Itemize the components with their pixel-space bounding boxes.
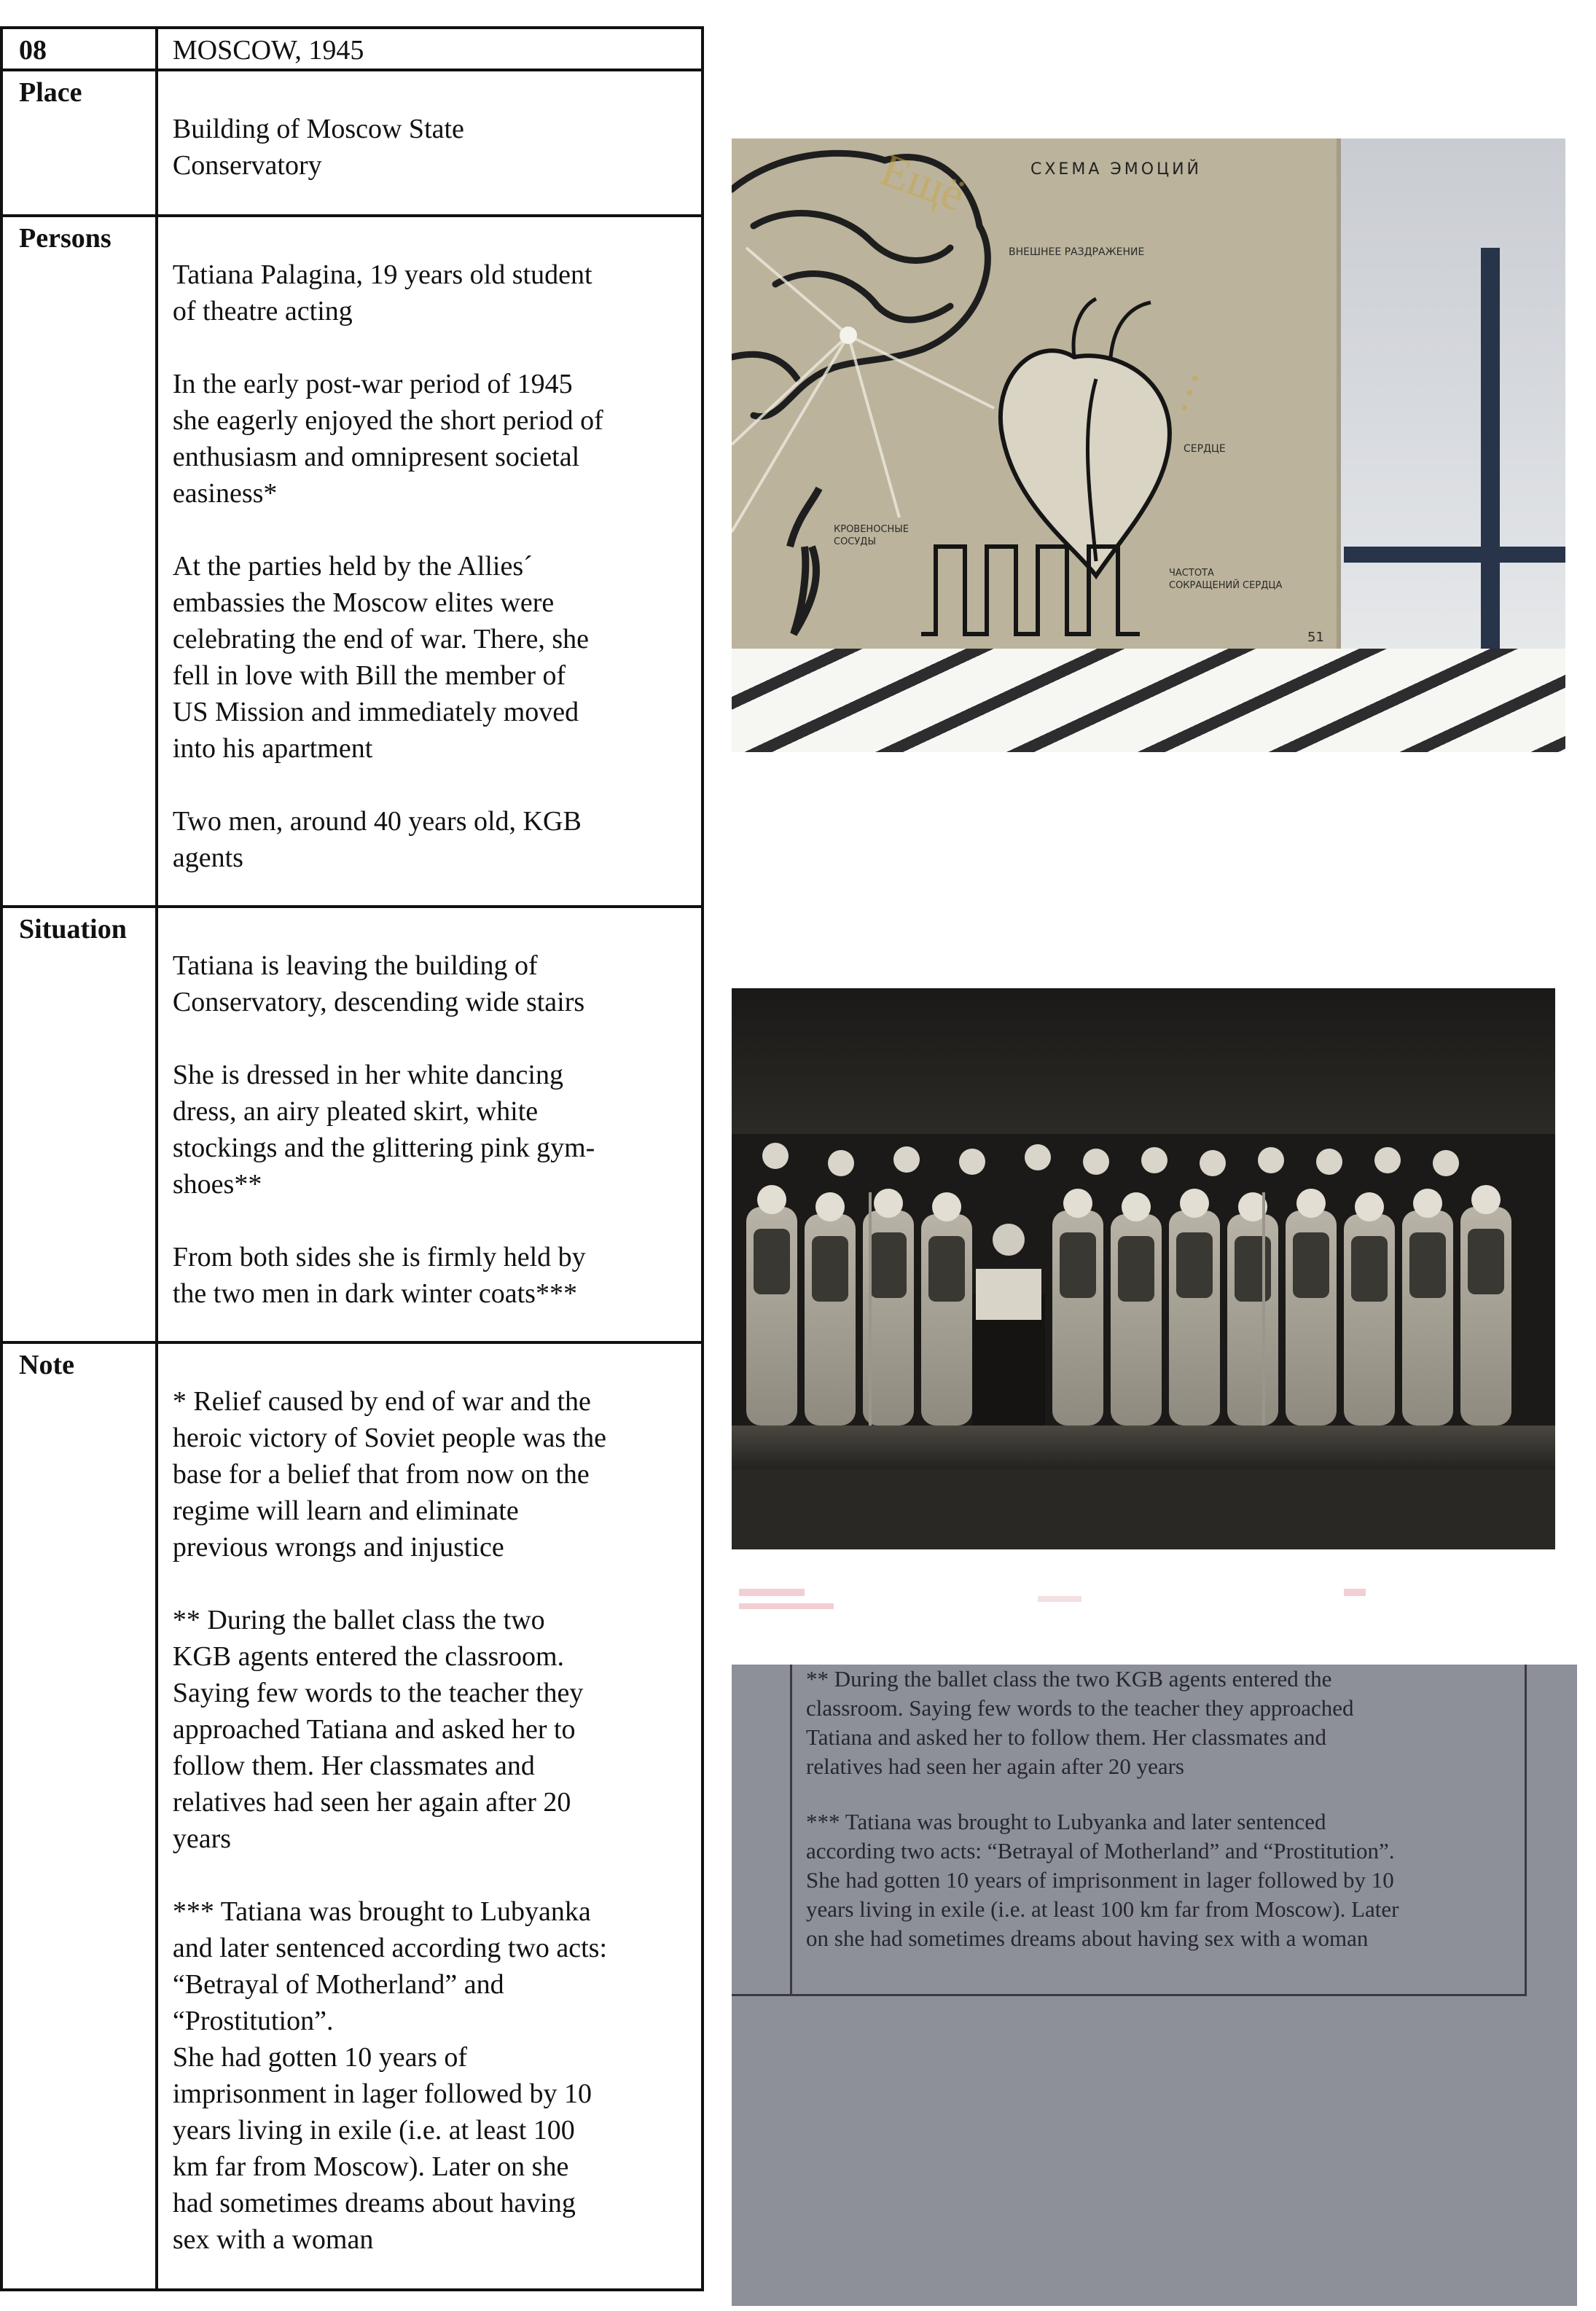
row-label-persons: Persons <box>19 223 112 254</box>
accordion-player <box>972 1224 1045 1426</box>
shadow-floor <box>732 649 1565 752</box>
scanned-note-text <box>806 1665 1506 1979</box>
scan-table-border <box>1525 1665 1527 1996</box>
scan-paragraph: ** During the ballet class the two KGB agents entered the classroom. Saying few words to the teacher they approached Tatiana and asked her to follow them. Her classmates and relatives had seen her again after 20 years <box>806 1666 1354 1779</box>
scan-paragraph: *** Tatiana was brought to Lubyanka and later sentenced according two acts: “Betrayal of Motherland” and “Prostitution”. She had gotten 10 years of imprisonment in lager followed by 10 years living in exile (i.e. at least 100 km far from Moscow). Later on she had sometimes dreams about having sex with a woman <box>806 1809 1399 1951</box>
scene-number: 08 <box>19 35 47 66</box>
scanned-note-photo <box>732 1665 1577 2306</box>
note-paragraph: ** During the ballet class the two KGB agents entered the classroom. Saying few words to the teacher they approached Tatiana and asked her to follow them. Her classmates and relatives had seen her again after 20 years <box>172 1605 584 1854</box>
svg-text:…: … <box>1144 357 1210 419</box>
row-value-situation <box>158 908 701 1312</box>
situation-paragraph: Tatiana is leaving the building of Conservatory, descending wide stairs <box>172 950 585 1017</box>
table-header-row <box>1 28 703 70</box>
scene-title-cell <box>157 28 703 70</box>
row-label-note: Note <box>19 1350 74 1380</box>
table-row-situation <box>1 907 703 1342</box>
diagram-label: СЕРДЦЕ <box>1184 443 1226 455</box>
diagram-drawing <box>732 138 1341 649</box>
row-label-place: Place <box>19 77 82 108</box>
diagram-label: СОСУДЫ <box>834 536 876 547</box>
diagram-label: 51 <box>1307 630 1324 645</box>
note-paragraph: * Relief caused by end of war and the heroic victory of Soviet people was the base for a belief that from now on the regime will learn and eliminate previous wrongs and injustice <box>172 1386 607 1563</box>
scan-table-border <box>732 1994 1526 1996</box>
stage-edge <box>732 1426 1555 1469</box>
table-row-place <box>1 70 703 216</box>
row-value-persons <box>158 217 701 876</box>
choir-photo <box>732 988 1555 1549</box>
row-label-situation: Situation <box>19 914 127 945</box>
choir-back-row <box>762 1143 1459 1176</box>
persons-paragraph: In the early post-war period of 1945 she eagerly enjoyed the short period of enthusiasm and omnipresent societal easiness* <box>172 369 603 509</box>
scene-title: MOSCOW, 1945 <box>172 35 364 66</box>
diagram-label: КРОВЕНОСНЫЕ <box>834 524 909 535</box>
situation-paragraph: From both sides she is firmly held by the two men in dark winter coats*** <box>172 1242 586 1309</box>
persons-paragraph: At the parties held by the Allies´ embassies the Moscow elites were celebrating the end of war. There, she fell in love with Bill the member of US Mission and immediately moved into his apartment <box>172 551 590 764</box>
table-row-note <box>1 1342 703 2290</box>
window-frame <box>1481 248 1500 656</box>
scan-smudge <box>732 1574 1388 1618</box>
vessel-icon <box>790 488 819 634</box>
note-paragraph: *** Tatiana was brought to Lubyanka and later sentenced according two acts: “Betrayal of Motherland” and “Prostitution”. She had gotten 10 years of imprisonment in lager followed by 10 years living in exile (i.e. at least 100 km far from Moscow). Later on she had sometimes dreams about having sex with a woman <box>172 1896 607 2255</box>
table-row-persons <box>1 216 703 907</box>
diagram-label: СОКРАЩЕНИЙ СЕРДЦА <box>1169 580 1283 591</box>
diagram-card <box>732 138 1341 649</box>
stage-front <box>732 1469 1555 1549</box>
diagram-title: СХЕМА ЭМОЦИЙ <box>1030 160 1202 179</box>
persons-paragraph: Tatiana Palagina, 19 years old student of theatre acting <box>172 259 592 326</box>
svg-text:Ещё: Ещё <box>874 143 972 222</box>
diagram-label: ЧАСТОТА <box>1169 568 1214 579</box>
scene-number-cell <box>1 28 157 70</box>
scenario-table <box>0 26 704 2291</box>
situation-paragraph: She is dressed in her white dancing dress, an airy pleated skirt, white stockings and the glittering pink gym- shoes** <box>172 1060 595 1200</box>
place-paragraph: Building of Moscow State Conservatory <box>172 114 464 181</box>
diagram-label: ВНЕШНЕЕ РАЗДРАЖЕНИЕ <box>1009 246 1145 258</box>
window-frame <box>1344 547 1565 563</box>
emotion-diagram-photo <box>732 138 1565 752</box>
heart-icon <box>1001 299 1170 576</box>
row-value-place <box>158 71 701 184</box>
scan-table-border <box>790 1665 792 1996</box>
row-value-note <box>158 1344 701 2258</box>
persons-paragraph: Two men, around 40 years old, KGB agents <box>172 806 582 873</box>
